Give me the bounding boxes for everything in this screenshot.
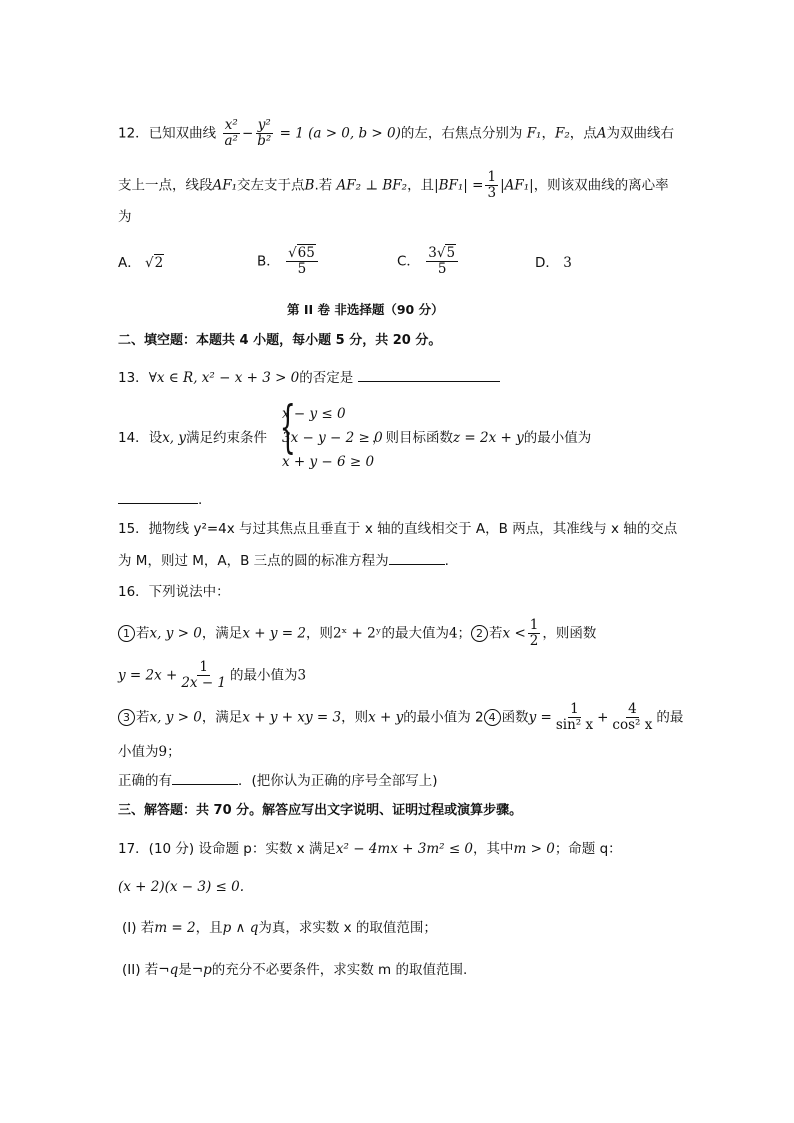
- constraint-brace: {: [279, 395, 296, 460]
- circled-2: 2: [471, 625, 488, 642]
- q16-statement-1-2: 1 若x, y > 0，满足x + y = 2，则2ˣ + 2ʸ的最大值为4； 2 若x < $\frac{1}{2}$ ，则函数: [118, 618, 596, 649]
- q15-answer-blank[interactable]: [389, 552, 445, 565]
- q16-final: 正确的有 ．(把你认为正确的序号全部写上): [118, 773, 438, 789]
- q15-line2: 为 M，则过 M，A，B 三点的圆的标准方程为 .: [118, 553, 449, 569]
- q14-answer-blank[interactable]: [118, 491, 198, 504]
- part2-title: 第 II 卷 非选择题（90 分）: [287, 302, 444, 317]
- q16-line1: 16．下列说法中：: [118, 584, 230, 600]
- q12-line1: 12．已知双曲线 $\frac{\text{x²}}{\text{a²}}$ − $\frac{\text{y²}}{\text{b²}}$ = 1 (a > 0, b > 0)的左，右焦点分别为 F₁，F₂，点A为双曲线右: [118, 117, 674, 149]
- hyperbola-frac-x: $\frac{\text{x²}}{\text{a²}}$: [224, 117, 238, 149]
- q17-line2: (x + 2)(x − 3) ≤ 0.: [118, 879, 245, 895]
- q14-answer: .: [118, 490, 202, 510]
- q12-option-c: C． $\frac{3√5}{5}$: [397, 246, 460, 277]
- circled-3: 3: [118, 709, 135, 726]
- q17-part1: (I) 若m = 2，且p ∧ q为真，求实数 x 的取值范围；: [122, 920, 437, 936]
- constraint-system: [282, 402, 383, 474]
- section3-header: 三、解答题：共 70 分。解答应写出文字说明、证明过程或演算步骤。: [118, 803, 523, 818]
- q12-line2: 支上一点，线段AF₁交左支于点B.若 AF₂ ⊥ BF₂，且|BF₁| = $\frac{1}{3}$ |AF₁|，则该双曲线的离心率: [118, 169, 669, 201]
- circled-1: 1: [118, 625, 135, 642]
- q16-answer-blank[interactable]: [172, 772, 238, 785]
- q12-option-d: D． 3: [535, 255, 572, 271]
- section2-header: 二、填空题：本题共 4 小题，每小题 5 分，共 20 分。: [118, 333, 442, 348]
- constraint-1: x − y ≤ 0: [282, 406, 346, 422]
- q12-option-b: B． $\frac{√65}{5}$: [257, 246, 320, 277]
- q15-line1: 15．抛物线 y²=4x 与过其焦点且垂直于 x 轴的直线相交于 A，B 两点，其准线与 x 轴的交点: [118, 521, 678, 537]
- hyperbola-frac-y: $\frac{\text{y²}}{\text{b²}}$: [257, 117, 272, 149]
- constraint-2: 3x − y − 2 ≥ 0: [282, 430, 383, 446]
- q17-line1: 17．(10 分) 设命题 p：实数 x 满足x² − 4mx + 3m² ≤ 0，其中m > 0；命题 q：: [118, 841, 622, 857]
- q16-statement-3-4: 3 若x, y > 0，满足x + y + xy = 3，则x + y的最小值为 2 4 函数y = $\frac{1}{\text{sin² x}}$ + $\frac{4}{\text{cos² x}}$ 的最: [118, 702, 683, 733]
- q13: 13．∀x ∈ R, x² − x + 3 > 0的否定是: [118, 368, 500, 388]
- q12-number: 12．: [118, 125, 149, 142]
- q16-statement-4-cont: 小值为9；: [118, 744, 181, 760]
- constraint-3: x + y − 6 ≥ 0: [282, 454, 375, 470]
- q17-part2: (II) 若¬q是¬p的充分不必要条件，求实数 m 的取值范围.: [122, 962, 468, 978]
- one-third-frac: $\frac{1}{3}$: [487, 169, 497, 201]
- q14-objective: ，则目标函数z = 2x + y的最小值为: [372, 430, 592, 446]
- q13-answer-blank[interactable]: [358, 369, 500, 382]
- q12-line3: 为: [118, 209, 132, 225]
- q14-line: 14．设x, y满足约束条件: [118, 430, 268, 446]
- q12-option-a: A． √2: [118, 255, 164, 271]
- circled-4: 4: [484, 709, 501, 726]
- q16-statement-2-cont: y = 2x + $\frac{1}{2x - 1}$ 的最小值为3: [118, 659, 307, 691]
